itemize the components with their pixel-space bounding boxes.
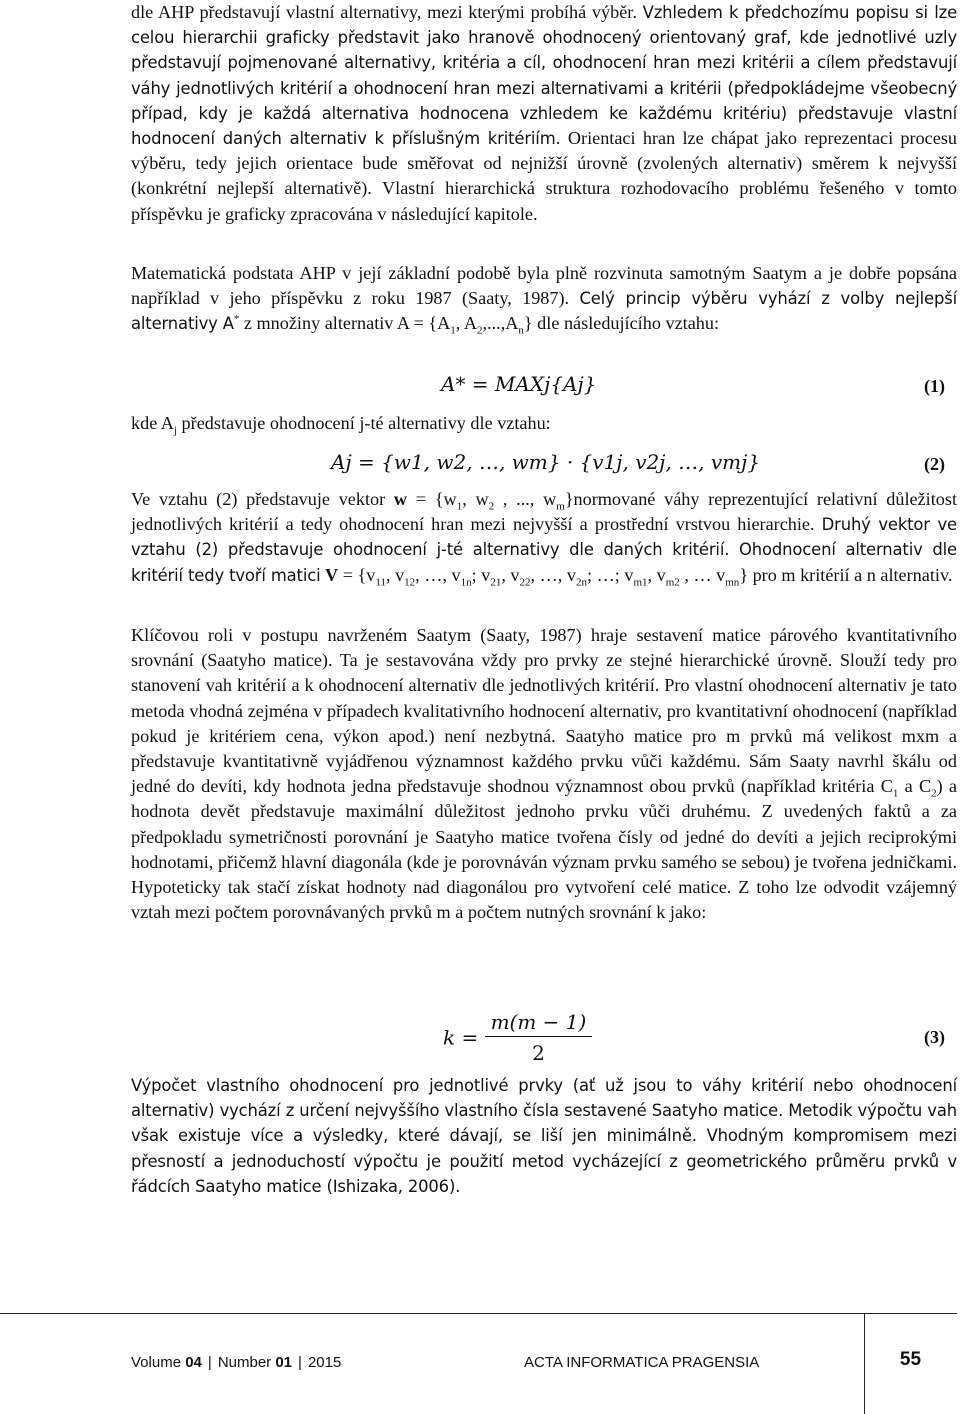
footer-volume: Volume 04 | Number 01 | 2015 — [131, 1354, 342, 1371]
text-span: Vzhledem k předchozímu popisu si lze celou hierarchii graficky představit jako hranově ohodnocený orientovaný graf, kde jednotlivé uzly představují pojmenované alternativy, kritéria a cíl, ohodnocení hran mezi kritérii a cílem představují váhy jednotlivých kritérií a ohodnocení hran mezi alternativami a kritérii (předpokládejme všeobecný případ, kdy je každá alternativa hodnocena vzhledem ke každému kritériu) představuje vlastní hodnocení daných alternativ k příslušným kritériím. — [131, 3, 958, 149]
text-span: , A — [455, 313, 478, 334]
issue-number: 01 — [275, 1354, 293, 1371]
volume-number: 04 — [185, 1354, 202, 1371]
equation-3 — [131, 1010, 957, 1070]
text-span: dle AHP představují vlastní alternativy, mezi kterými probíhá výběr. — [131, 2, 637, 22]
subscript: 1 — [450, 325, 456, 338]
text-span: }normované váhy reprezentující relativní důležitost jednotlivých kritérií a tedy ohodnocení hran mezi nejvyšší a prostřední vrstvou hierarchie. — [131, 489, 957, 535]
paragraph-5 — [131, 1073, 957, 1199]
text-span: , ..., w — [494, 489, 557, 509]
subscript: m2 — [665, 576, 680, 589]
equation-expression: A* = MAXj{Aj} — [441, 372, 597, 396]
equation-2 — [131, 450, 957, 480]
text-span: , v — [501, 564, 520, 585]
text-span: , v — [385, 564, 405, 585]
vector-w: w — [393, 489, 408, 509]
journal-name: ACTA INFORMATICA PRAGENSIA — [524, 1354, 760, 1371]
text-span: = {v — [338, 564, 376, 585]
text-span: z množiny alternativ A = {A — [243, 313, 451, 334]
equation-expression: Aj = {w1, w2, …, wm} · {v1j, v2j, …, vmj} — [331, 450, 761, 474]
text-span: a C — [898, 776, 932, 797]
text-span: } dle následujícího vztahu: — [523, 313, 720, 334]
text-span: , …, v — [530, 564, 576, 585]
superscript: * — [233, 313, 240, 326]
matrix-v: V — [325, 564, 339, 585]
equation-number: (1) — [924, 376, 945, 396]
paragraph-1 — [131, 0, 957, 227]
text-span: Výpočet vlastního ohodnocení pro jednotlivé prvky (ať už jsou to váhy kritérií nebo ohodnocení alternativ) vychází z určení nejvyššího vlastního čísla sestavené Saatyho matice. Metodik výpočtu vah však existuje více a výsledky, které dávají, se liší jen minimálně. Vhodným kompromisem mezi přesností a jednoduchostí výpočtu je použití metod vycházející z geometrického průměru prvků v řádcích Saatyho matice (Ishizaka, 2006). — [131, 1076, 957, 1196]
text-span: , w — [462, 489, 489, 509]
number-label: Number — [217, 1354, 272, 1371]
footer-rule — [0, 1313, 957, 1314]
subscript: m1 — [633, 576, 648, 589]
subscript: 2 — [931, 787, 937, 800]
text-span: ; …; v — [586, 564, 634, 585]
text-span: Klíčovou roli v postupu navrženém Saatym (Saaty, 1987) hraje sestavení matice párového kvantitativního srovnání (Saatyho matice). Ta je sestavována vždy pro prvky ze stejné hierarchické úrovně. Slouží tedy pro stanovení vah kritérií a k ohodnocení alternativ dle jednotlivých kritérií. Pro vlastní ohodnocení alternativ je tato metoda vhodná zejména v případech kvalitativního hodnocení alternativ, pro kvantitativní ohodnocení (například pokud je kritériem cena, výkon apod.) není nezbytná. Saatyho matice pro m prvků má velikost mxm a představuje kvantitativně vyjádřenou významnost každého prvku vůči každému. Sám Saaty navrhl škálu od jedné do devíti, kdy hodnota jedna představuje shodnou významnost obou prvků (například kritéria C — [131, 625, 957, 797]
text-span: Ve vztahu (2) představuje vektor — [131, 489, 394, 509]
fraction-numerator: m(m − 1) — [485, 1010, 593, 1037]
subscript: 1n — [460, 576, 472, 589]
subscript: 2 — [477, 325, 483, 338]
paragraph-4 — [131, 623, 957, 925]
subscript: j — [173, 424, 177, 437]
paragraph-kde — [131, 411, 957, 436]
volume-label: Volume — [131, 1354, 182, 1371]
fraction-denominator: 2 — [532, 1041, 545, 1065]
text-span: , … v — [679, 564, 726, 585]
fraction — [485, 1010, 593, 1065]
subscript: 2n — [575, 576, 587, 589]
subscript: 1 — [892, 787, 899, 800]
paragraph-2 — [131, 261, 957, 337]
text-span: Celý princip výběru vyhází z volby nejlepší alternativy A — [131, 289, 957, 334]
subscript: m — [556, 500, 565, 513]
subscript: 1 — [456, 500, 463, 513]
page-number: 55 — [899, 1349, 922, 1370]
subscript: 21 — [490, 576, 502, 589]
equation-expression — [443, 1010, 592, 1065]
text-span: kde A — [131, 413, 174, 433]
equation-number: (2) — [924, 454, 945, 474]
text-span: představuje ohodnocení j-té alternativy dle vztahu: — [177, 413, 551, 433]
text-span: ) a hodnota devět představuje maximální důležitost jednoho prvku vůči druhému. Z uvedených faktů a za předpokladu symetričnosti porovnání je Saatyho matice tvořena čísly od jedné do devíti a jejich reciprokými hodnotami, přičemž hlavní diagonála (kde je porovnáván význam prvku samého se sebou) je tvořena jedničkami. Hypoteticky tak stačí získat hodnoty nad diagonálou pro vytvoření celé matice. Z toho lze odvodit vzájemný vztah mezi počtem porovnávaných prvků m a počtem nutných srovnání k jako: — [131, 776, 957, 923]
equation-lhs: k = — [443, 1025, 479, 1050]
subscript: mn — [725, 576, 740, 589]
text-span: , v — [647, 564, 666, 585]
text-span: , …, v — [415, 564, 461, 585]
text-span: Orientaci hran lze chápat jako reprezentaci procesu výběru, tedy jejich orientace bude směřovat od nejnižší úrovně (zvolených alternativ) směrem k nejvyšší (konkrétní nejlepší alternativě). Vlastní hierarchická struktura rozhodovacího problému řešeného v tomto příspěvku je graficky zpracována v následující kapitole. — [131, 128, 957, 224]
text-span: Druhý vektor ve vztahu (2) představuje ohodnocení j-té alternativy dle daných kritérií. Ohodnocení alternativ dle kritérií tedy tvoří matici — [131, 515, 957, 585]
paragraph-3 — [131, 487, 957, 588]
subscript: 11 — [375, 576, 386, 589]
subscript: 12 — [404, 576, 416, 589]
text-span: ,...,A — [482, 313, 519, 334]
text-span: } pro m kritérií a n alternativ. — [739, 564, 953, 585]
text-span: ; v — [471, 564, 491, 585]
subscript: 22 — [519, 576, 531, 589]
equation-number: (3) — [924, 1027, 945, 1047]
equation-1 — [131, 372, 957, 402]
text-span: Matematická podstata AHP v její základní podobě byla plně rozvinuta samotným Saatym a je dobře popsána například v jeho příspěvku z roku 1987 (Saaty, 1987). — [131, 263, 957, 309]
subscript: 2 — [488, 500, 495, 513]
text-span: = {w — [407, 489, 457, 509]
year: 2015 — [307, 1354, 342, 1371]
subscript: n — [518, 325, 524, 338]
